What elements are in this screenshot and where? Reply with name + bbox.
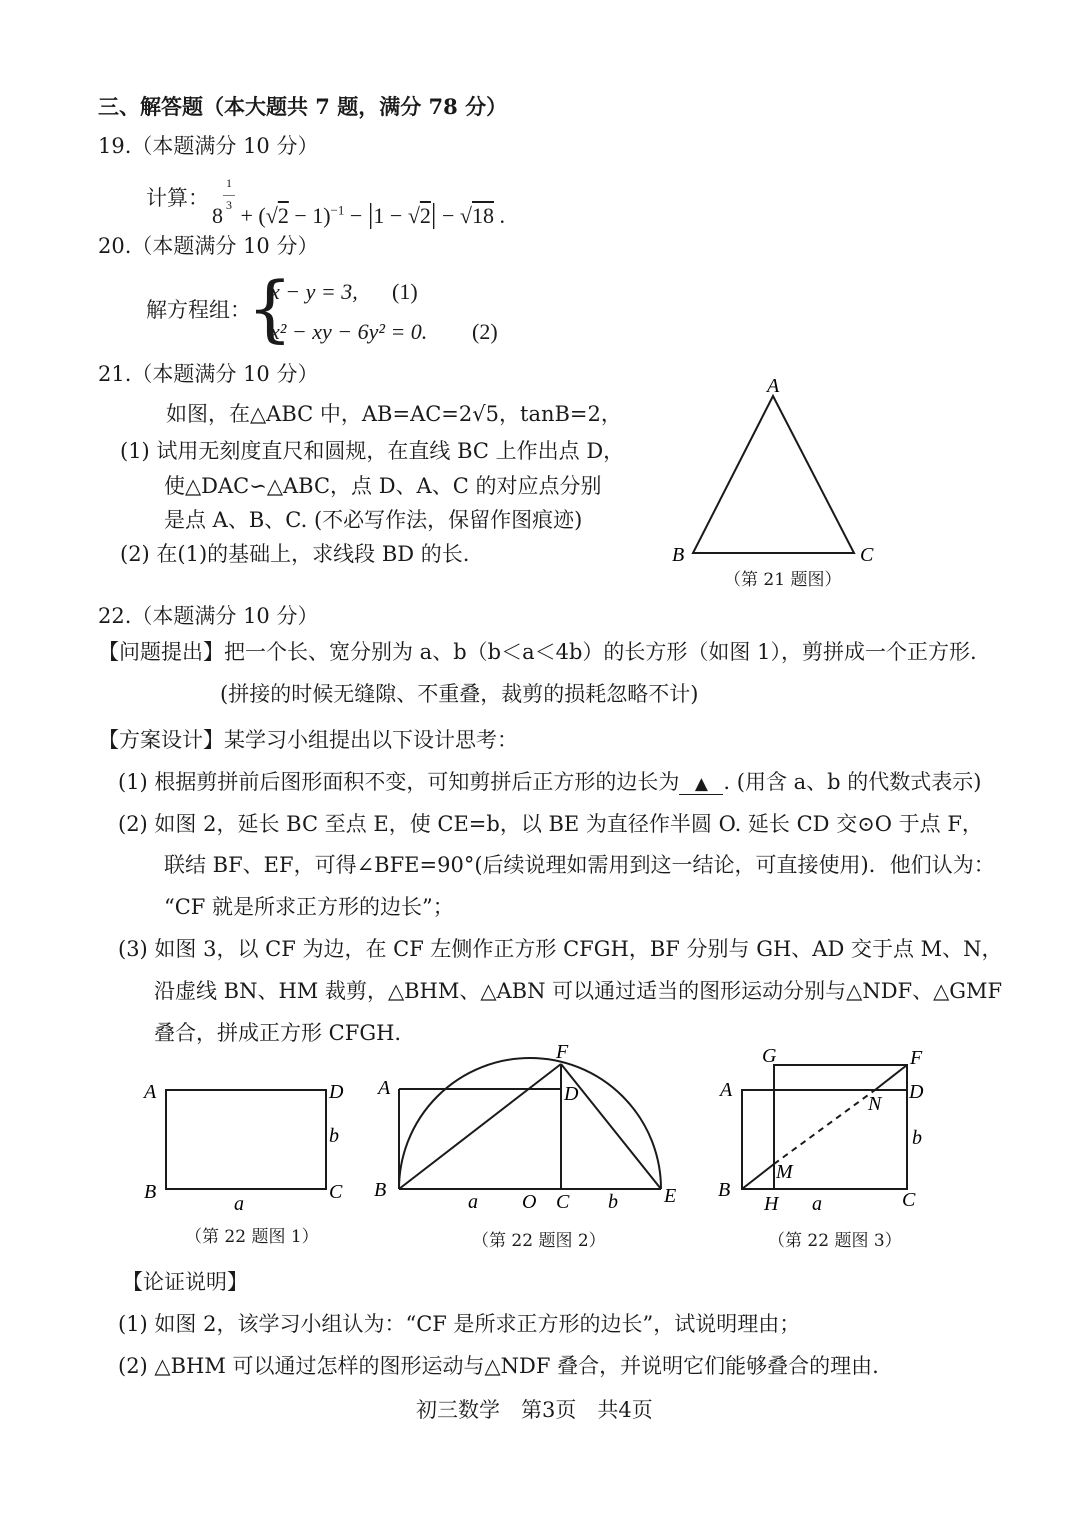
q20-eq1-tag: (1) xyxy=(392,279,418,304)
q22-figure3-caption: （第 22 题图 3） xyxy=(768,1231,902,1251)
q22-design-3-line1: (3) 如图 3，以 CF 为边，在 CF 左侧作正方形 CFGH，BF 分别与 GH、AD 交于点 M、N， xyxy=(118,937,1003,961)
label-N: N xyxy=(868,1093,882,1115)
q20-eq2-tag: (2) xyxy=(472,319,498,344)
q21-triangle-figure xyxy=(660,370,900,570)
label-H: H xyxy=(764,1193,779,1215)
label-D: D xyxy=(909,1081,924,1103)
q22-proof-heading: 【论证说明】 xyxy=(122,1270,248,1294)
q21-line1: 如图，在△ABC 中，AB=AC=2√5，tanB=2， xyxy=(166,402,622,426)
q22-figure1-caption: （第 22 题图 1） xyxy=(185,1227,319,1247)
section-title: 三、解答题（本大题共 7 题，满分 78 分） xyxy=(98,94,508,119)
answer-blank: ▲ xyxy=(679,774,723,795)
q22-design-2-line1: (2) 如图 2，延长 BC 至点 E，使 CE=b，以 BE 为直径作半圆 O. 延长 CD 交⊙O 于点 F， xyxy=(118,812,983,836)
rectangle-abcd xyxy=(742,1090,907,1189)
square-cfgh xyxy=(774,1065,907,1189)
q19-expression: $8^{1 ― 3} + (√2 - 1)^{-1} - |1 - √2| - √18$ . xyxy=(212,176,505,230)
q22-design-2-line2: 联结 BF、EF，可得∠BFE=90°(后续说理如需用到这一结论，可直接使用)．他们认为： xyxy=(164,853,995,877)
segment-bf xyxy=(399,1064,561,1189)
system-brace: { xyxy=(247,266,293,350)
label-A: A xyxy=(378,1077,391,1099)
label-A: A xyxy=(720,1079,733,1101)
label-B: B xyxy=(718,1179,731,1201)
q21-line5: (2) 在(1)的基础上，求线段 BD 的长. xyxy=(120,542,470,566)
label-b: b xyxy=(608,1191,618,1213)
label-C: C xyxy=(556,1191,570,1213)
q19-heading: 19.（本题满分 10 分） xyxy=(98,134,319,158)
q22-design-3-line2: 沿虚线 BN、HM 裁剪，△BHM、△ABN 可以通过适当的图形运动分别与△NDF、△GMF xyxy=(154,979,1003,1003)
label-C: C xyxy=(860,544,874,566)
q20-eq2: x² − xy − 6y² = 0. xyxy=(270,319,428,344)
q22-figure2-caption: （第 22 题图 2） xyxy=(472,1231,606,1251)
label-D: D xyxy=(329,1081,344,1103)
label-A: A xyxy=(767,375,780,397)
q22-proof-1: (1) 如图 2，该学习小组认为：“CF 是所求正方形的边长”，试说明理由； xyxy=(118,1312,801,1336)
q22-design-heading: 【方案设计】某学习小组提出以下设计思考： xyxy=(98,728,518,752)
q20-heading: 20.（本题满分 10 分） xyxy=(98,234,319,258)
segment-bm xyxy=(742,1164,774,1189)
q21-line2: (1) 试用无刻度直尺和圆规，在直线 BC 上作出点 D， xyxy=(120,439,625,463)
label-A: A xyxy=(144,1081,157,1103)
q21-line3: 使△DAC∽△ABC，点 D、A、C 的对应点分别 xyxy=(164,474,602,498)
triangle-abc xyxy=(693,396,854,553)
q20-eq1: x − y = 3, xyxy=(270,279,358,304)
label-F: F xyxy=(556,1041,569,1063)
q22-figure3 xyxy=(712,1040,942,1225)
semicircle-o xyxy=(399,1058,661,1189)
q22-problem: 【问题提出】把一个长、宽分别为 a、b（b＜a＜4b）的长方形（如图 1），剪拼成一个正方形. xyxy=(98,640,977,664)
q19-lead: 计算： xyxy=(146,186,209,210)
label-B: B xyxy=(374,1179,387,1201)
label-D: D xyxy=(564,1083,579,1105)
label-G: G xyxy=(762,1045,777,1067)
q22-figure2 xyxy=(368,1040,688,1225)
label-B: B xyxy=(672,544,685,566)
label-b: b xyxy=(329,1125,339,1147)
label-F: F xyxy=(910,1047,923,1069)
label-a: a xyxy=(468,1191,478,1213)
label-b: b xyxy=(912,1127,922,1149)
label-a: a xyxy=(234,1193,244,1215)
segment-nf xyxy=(875,1065,907,1090)
dashed-mn xyxy=(774,1090,875,1164)
label-M: M xyxy=(776,1161,793,1183)
q21-line4: 是点 A、B、C. (不必写作法，保留作图痕迹) xyxy=(164,508,583,532)
label-B: B xyxy=(144,1181,157,1203)
q21-figure-caption: （第 21 题图） xyxy=(724,570,842,590)
label-C: C xyxy=(902,1189,916,1211)
q22-design-2-line3: “CF 就是所求正方形的边长”； xyxy=(164,895,454,919)
label-a: a xyxy=(812,1193,822,1215)
label-E: E xyxy=(664,1185,677,1207)
rectangle-abcd xyxy=(166,1090,326,1189)
q22-design-1: (1) 根据剪拼前后图形面积不变，可知剪拼后正方形的边长为 ▲ . (用含 a、b 的代数式表示) xyxy=(118,770,982,794)
label-C: C xyxy=(329,1181,343,1203)
page-footer: 初三数学 第3页 共4页 xyxy=(416,1398,653,1422)
q20-lead: 解方程组： xyxy=(146,298,251,322)
q22-heading: 22.（本题满分 10 分） xyxy=(98,604,319,628)
q22-note: (拼接的时候无缝隙、不重叠，裁剪的损耗忽略不计) xyxy=(220,682,699,706)
q22-design-3-line3: 叠合，拼成正方形 CFGH. xyxy=(154,1021,402,1045)
q22-figure1 xyxy=(136,1070,356,1220)
q22-proof-2: (2) △BHM 可以通过怎样的图形运动与△NDF 叠合，并说明它们能够叠合的理由. xyxy=(118,1354,879,1378)
label-O: O xyxy=(522,1191,537,1213)
q21-heading: 21.（本题满分 10 分） xyxy=(98,362,319,386)
